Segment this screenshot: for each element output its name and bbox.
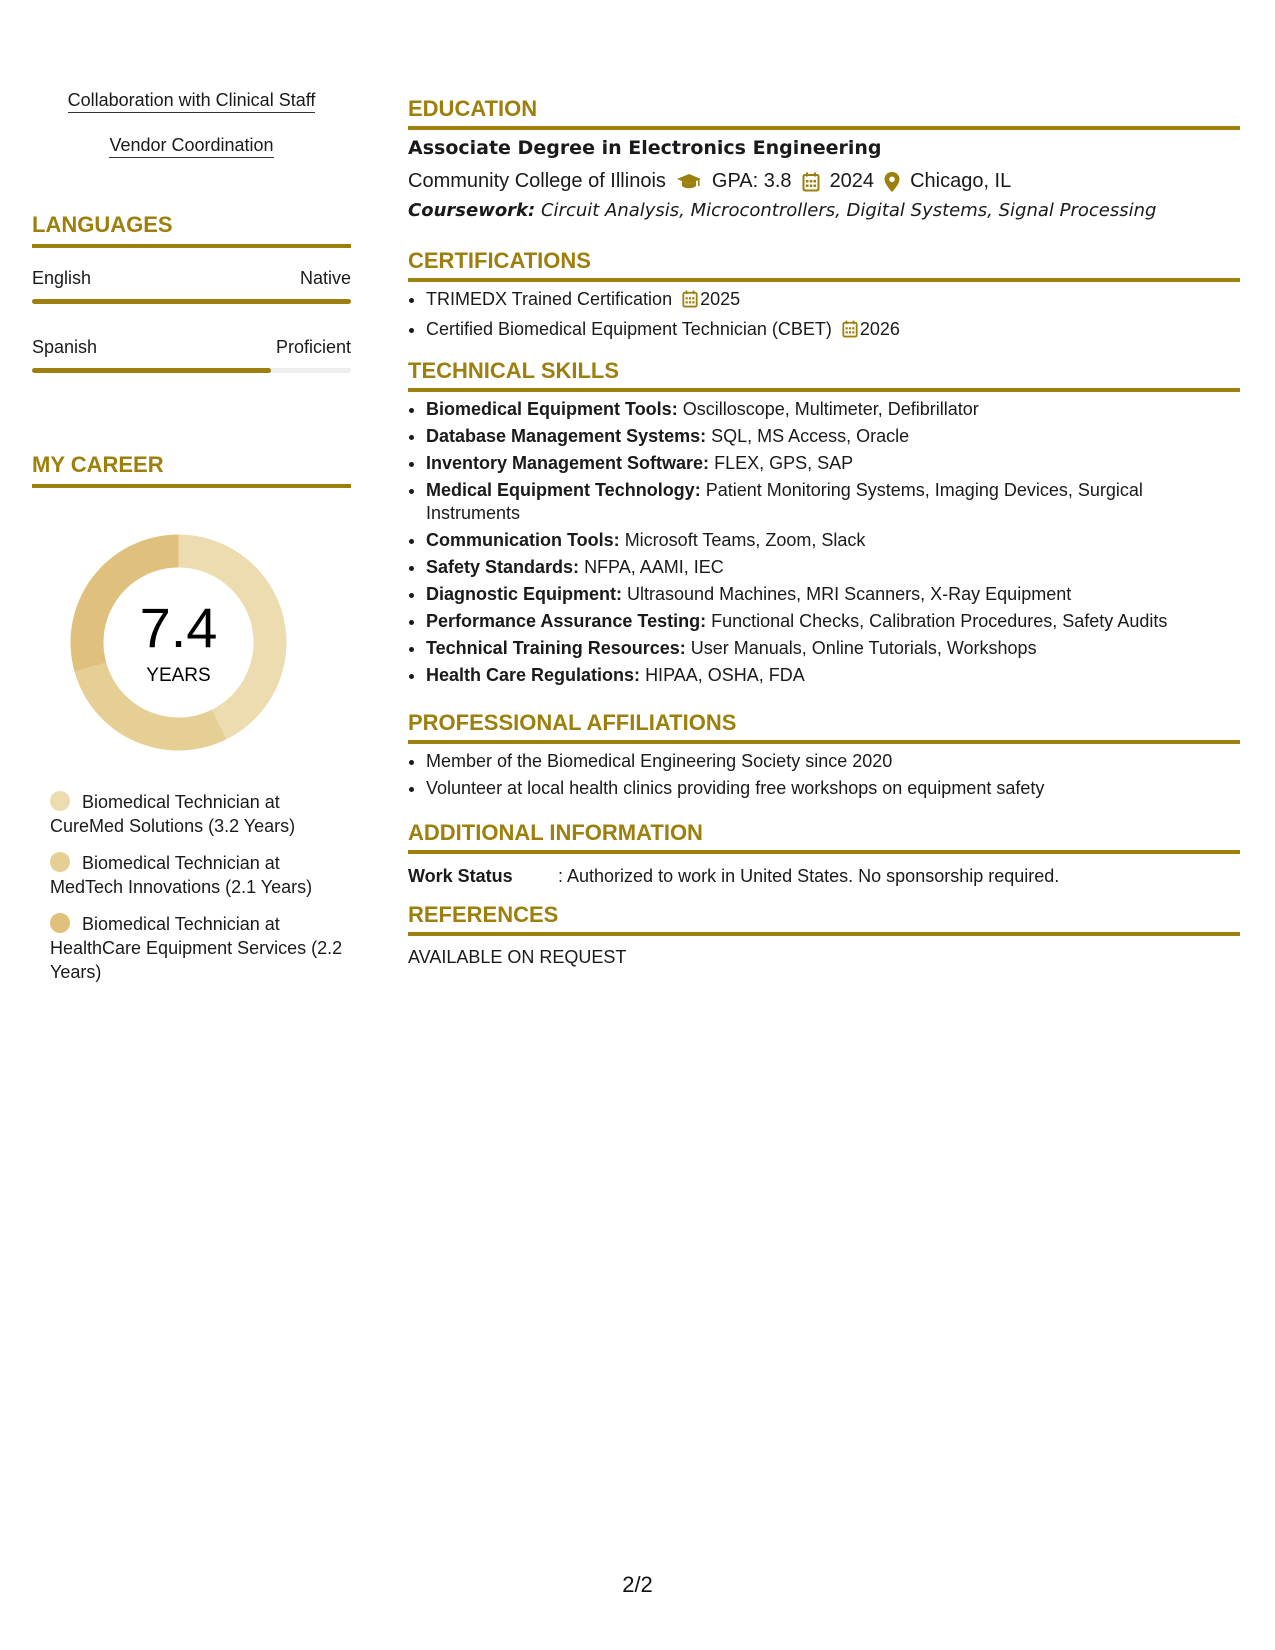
legend-dot [50,852,70,872]
list-item: • Safety Standards: NFPA, AAMI, IEC [426,556,1226,579]
list-item: • Technical Training Resources: User Manuals, Online Tutorials, Workshops [426,637,1226,660]
list-item: • TRIMEDX Trained Certification 2025 [426,288,1226,314]
language-level-bar [32,299,351,304]
language-level-bar [32,368,351,373]
career-legend-item: Biomedical Technician at MedTech Innovations (2.1 Years) [50,853,313,897]
languages-heading: LANGUAGES [32,212,351,248]
list-item: • Biomedical Equipment Tools: Oscilloscope, Multimeter, Defibrillator [426,398,1226,421]
language-row [32,268,351,289]
work-status-label: Work Status [408,866,513,886]
language-level: Proficient [275,337,351,357]
school-location: Chicago, IL [910,170,1012,192]
calendar-icon [682,290,698,314]
career-legend-item: Biomedical Technician at HealthCare Equipment Services (2.2 Years) [50,914,343,982]
list-item: • Health Care Regulations: HIPAA, OSHA, FDA [426,664,1226,687]
list-item: • Inventory Management Software: FLEX, GPS, SAP [426,452,1226,475]
list-item: • Communication Tools: Microsoft Teams, Zoom, Slack [426,529,1226,552]
education-heading: EDUCATION [408,96,1240,130]
career-total-unit: YEARS [146,665,211,686]
list-item: • Database Management Systems: SQL, MS Access, Oracle [426,425,1226,448]
school-name: Community College of Illinois [408,170,666,192]
education-details [408,170,1011,193]
language-row [32,337,351,358]
gpa: GPA: 3.8 [711,170,792,192]
skill-tag: Collaboration with Clinical Staff [32,90,351,111]
technical-skills-heading: TECHNICAL SKILLS [408,358,1240,392]
list-item: • Performance Assurance Testing: Functional Checks, Calibration Procedures, Safety Audits [426,610,1226,633]
work-status-value: : Authorized to work in United States. No sponsorship required. [558,866,1060,886]
career-legend-item: Biomedical Technician at CureMed Solutions (3.2 Years) [50,792,296,836]
degree-title: Associate Degree in Electronics Engineering [408,137,882,159]
list-item: • Volunteer at local health clinics providing free workshops on equipment safety [426,777,1226,800]
skill-tag: Vendor Coordination [32,135,351,156]
legend-dot [50,913,70,933]
language-name: Spanish [32,337,98,357]
language-name: English [32,268,92,288]
calendar-icon [802,172,820,192]
work-status [408,866,1059,887]
coursework: Coursework: Circuit Analysis, Microcontrollers, Digital Systems, Signal Processing [408,200,1157,221]
graduation-cap-icon [676,173,702,191]
certifications-heading: CERTIFICATIONS [408,248,1240,282]
additional-information-heading: ADDITIONAL INFORMATION [408,820,1240,854]
map-pin-icon [884,172,900,192]
certifications-list [408,288,1226,348]
legend-dot [50,791,70,811]
career-total-years: 7.4 [139,596,218,659]
list-item: • Diagnostic Equipment: Ultrasound Machines, MRI Scanners, X-Ray Equipment [426,583,1226,606]
calendar-icon [842,320,858,344]
graduation-year: 2024 [829,170,875,192]
list-item: • Medical Equipment Technology: Patient Monitoring Systems, Imaging Devices, Surgical Instruments [426,479,1226,525]
page-number: 2/2 [622,1572,653,1597]
references-heading: REFERENCES [408,902,1240,936]
technical-skills-list [408,398,1226,691]
career-heading: MY CAREER [32,452,351,488]
affiliations-list [408,750,1226,804]
language-level: Native [299,268,351,288]
list-item: • Member of the Biomedical Engineering Society since 2020 [426,750,1226,773]
references-text: AVAILABLE ON REQUEST [408,947,627,967]
list-item: • Certified Biomedical Equipment Technician (CBET) 2026 [426,318,1226,344]
affiliations-heading: PROFESSIONAL AFFILIATIONS [408,710,1240,744]
